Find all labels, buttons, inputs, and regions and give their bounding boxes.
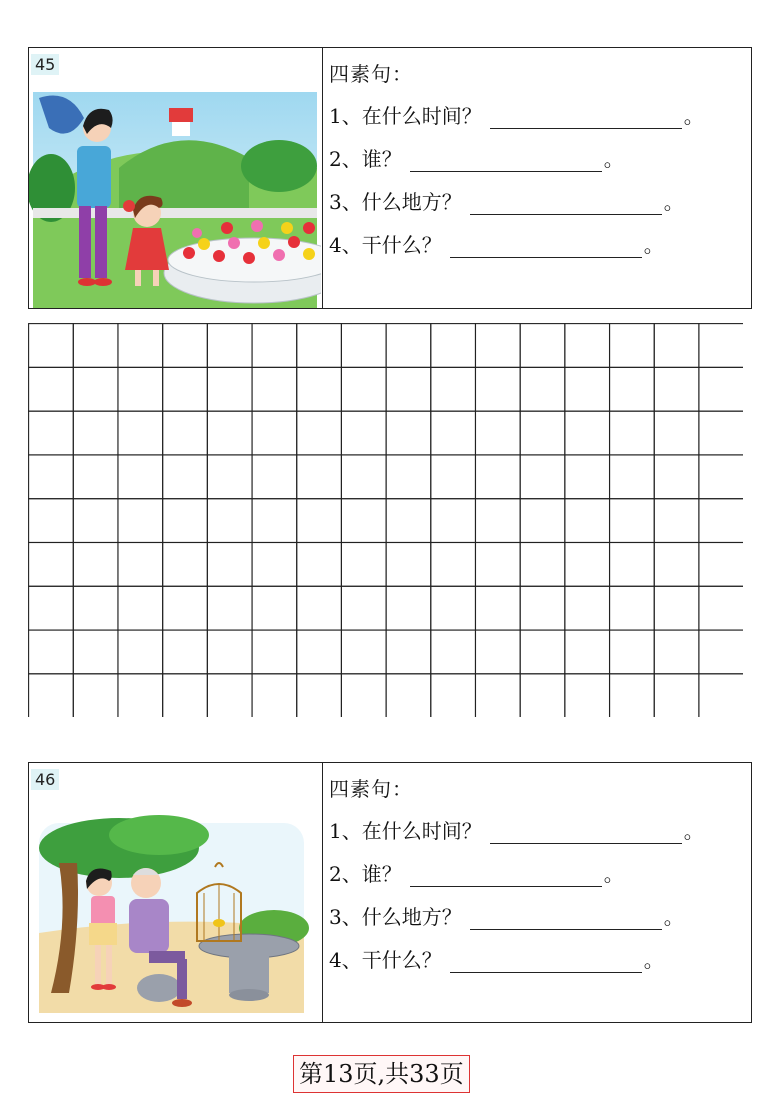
grid-cell[interactable] <box>207 674 252 717</box>
park-scene-image <box>29 48 321 308</box>
grid-cell[interactable] <box>73 324 118 368</box>
grid-cell[interactable] <box>207 542 252 586</box>
grid-cell[interactable] <box>297 586 342 630</box>
section-title: 四素句： <box>329 62 413 86</box>
grid-cell[interactable] <box>654 630 699 674</box>
grid-cell[interactable] <box>207 630 252 674</box>
grid-cell[interactable] <box>297 499 342 543</box>
grid-cell[interactable] <box>386 630 431 674</box>
grid-cell[interactable] <box>341 586 386 630</box>
grid-cell[interactable] <box>341 499 386 543</box>
grid-cell[interactable] <box>29 367 74 411</box>
grid-cell[interactable] <box>341 455 386 499</box>
grid-cell[interactable] <box>610 630 655 674</box>
grid-cell[interactable] <box>207 367 252 411</box>
illustration-girl-grandpa-birdcage <box>29 763 323 1022</box>
grid-cell[interactable] <box>252 542 297 586</box>
grid-cell[interactable] <box>252 411 297 455</box>
grid-cell[interactable] <box>565 586 610 630</box>
illustration-mother-girl-flowers <box>29 48 323 308</box>
grid-cell[interactable] <box>520 630 565 674</box>
grid-cell[interactable] <box>73 411 118 455</box>
grid-cell[interactable] <box>654 411 699 455</box>
grid-cell[interactable] <box>29 499 74 543</box>
grid-cell[interactable] <box>73 586 118 630</box>
answer-blank[interactable] <box>470 194 662 215</box>
grid-cell[interactable] <box>654 367 699 411</box>
grid-cell[interactable] <box>252 674 297 717</box>
exercise-card-45 <box>28 47 752 309</box>
grid-cell[interactable] <box>386 411 431 455</box>
grid-cell[interactable] <box>386 455 431 499</box>
grid-cell[interactable] <box>699 630 743 674</box>
grid-cell[interactable] <box>29 630 74 674</box>
grid-cell[interactable] <box>431 411 476 455</box>
grid-cell[interactable] <box>118 324 163 368</box>
grid-cell[interactable] <box>252 367 297 411</box>
question-time: 1、在什么时间？ 。 <box>329 815 704 844</box>
grid-cell[interactable] <box>297 455 342 499</box>
grid-cell[interactable] <box>386 499 431 543</box>
grid-cell[interactable] <box>163 367 208 411</box>
grid-cell[interactable] <box>341 542 386 586</box>
grid-cell[interactable] <box>520 586 565 630</box>
grid-cell[interactable] <box>475 324 520 368</box>
grid-cell[interactable] <box>654 674 699 717</box>
grid-cell[interactable] <box>118 367 163 411</box>
grid-cell[interactable] <box>699 586 743 630</box>
grid-cell[interactable] <box>431 630 476 674</box>
grid-cell[interactable] <box>73 542 118 586</box>
grid-cell[interactable] <box>118 455 163 499</box>
grid-cell[interactable] <box>163 630 208 674</box>
grid-cell[interactable] <box>118 630 163 674</box>
question-label: 2、谁？ <box>329 862 402 886</box>
grid-cell[interactable] <box>699 455 743 499</box>
grid-cell[interactable] <box>163 542 208 586</box>
grid-cell[interactable] <box>520 411 565 455</box>
grid-cell[interactable] <box>341 367 386 411</box>
answer-blank[interactable] <box>490 108 682 129</box>
question-panel <box>329 763 751 1022</box>
grid-cell[interactable] <box>386 367 431 411</box>
grid-cell[interactable] <box>341 411 386 455</box>
grid-cell[interactable] <box>29 586 74 630</box>
grid-cell[interactable] <box>118 542 163 586</box>
grid-cell[interactable] <box>475 586 520 630</box>
grid-cell[interactable] <box>610 674 655 717</box>
grid-cell[interactable] <box>565 499 610 543</box>
grid-cell[interactable] <box>341 324 386 368</box>
grid-cell[interactable] <box>520 324 565 368</box>
question-panel <box>329 48 751 308</box>
question-time: 1、在什么时间？ 。 <box>329 100 704 129</box>
grid-cell[interactable] <box>475 674 520 717</box>
grid-cell[interactable] <box>207 455 252 499</box>
answer-blank[interactable] <box>410 866 602 887</box>
grid-cell[interactable] <box>610 455 655 499</box>
grid-cell[interactable] <box>29 674 74 717</box>
grid-cell[interactable] <box>73 455 118 499</box>
grid-cell[interactable] <box>654 455 699 499</box>
grid-cell[interactable] <box>297 367 342 411</box>
grid-cell[interactable] <box>699 324 743 368</box>
question-who: 2、谁？ 。 <box>329 143 624 172</box>
question-place: 3、什么地方？ 。 <box>329 186 684 215</box>
grid-cell[interactable] <box>207 411 252 455</box>
grid-cell[interactable] <box>431 586 476 630</box>
grid-cell[interactable] <box>252 499 297 543</box>
grid-cell[interactable] <box>29 542 74 586</box>
grid-cell[interactable] <box>699 674 743 717</box>
grid-cell[interactable] <box>73 674 118 717</box>
question-who: 2、谁？ 。 <box>329 858 624 887</box>
grid-cell[interactable] <box>252 455 297 499</box>
exercise-number: 45 <box>31 54 59 75</box>
grid-cell[interactable] <box>565 411 610 455</box>
grid-cell[interactable] <box>565 674 610 717</box>
grid-cell[interactable] <box>610 367 655 411</box>
question-label: 4、干什么？ <box>329 233 442 257</box>
grid-cell[interactable] <box>163 324 208 368</box>
answer-blank[interactable] <box>450 237 642 258</box>
grid-cell[interactable] <box>341 674 386 717</box>
grid-cell[interactable] <box>565 455 610 499</box>
writing-grid[interactable] <box>28 323 743 717</box>
yard-scene-image <box>29 763 321 1022</box>
grid-cell[interactable] <box>297 542 342 586</box>
grid-cell[interactable] <box>475 455 520 499</box>
section-title: 四素句： <box>329 777 413 801</box>
grid-cell[interactable] <box>29 324 74 368</box>
grid-cell[interactable] <box>341 630 386 674</box>
grid-cell[interactable] <box>475 542 520 586</box>
grid-cell[interactable] <box>297 411 342 455</box>
question-action: 4、干什么？ 。 <box>329 944 664 973</box>
grid-cell[interactable] <box>699 367 743 411</box>
grid-cell[interactable] <box>475 367 520 411</box>
grid-cell[interactable] <box>297 630 342 674</box>
grid-cell[interactable] <box>431 674 476 717</box>
grid-cell[interactable] <box>565 324 610 368</box>
grid-cell[interactable] <box>520 674 565 717</box>
grid-cell[interactable] <box>610 542 655 586</box>
answer-blank[interactable] <box>450 952 642 973</box>
grid-cell[interactable] <box>431 455 476 499</box>
grid-cell[interactable] <box>654 324 699 368</box>
grid-cell[interactable] <box>475 411 520 455</box>
grid-cell[interactable] <box>163 455 208 499</box>
question-label: 1、在什么时间？ <box>329 819 482 843</box>
grid-cell[interactable] <box>118 411 163 455</box>
grid-cell[interactable] <box>29 455 74 499</box>
grid-cell[interactable] <box>118 499 163 543</box>
question-action: 4、干什么？ 。 <box>329 229 664 258</box>
grid-cell[interactable] <box>118 586 163 630</box>
grid-cell[interactable] <box>386 586 431 630</box>
question-label: 3、什么地方？ <box>329 190 462 214</box>
grid-cell[interactable] <box>386 674 431 717</box>
answer-blank[interactable] <box>470 909 662 930</box>
grid-cell[interactable] <box>610 324 655 368</box>
grid-cell[interactable] <box>699 542 743 586</box>
grid-cell[interactable] <box>431 367 476 411</box>
grid-cell[interactable] <box>118 674 163 717</box>
grid-cell[interactable] <box>520 499 565 543</box>
exercise-card-46 <box>28 762 752 1023</box>
grid-cell[interactable] <box>610 586 655 630</box>
grid-cell[interactable] <box>475 630 520 674</box>
answer-blank[interactable] <box>410 151 602 172</box>
grid-cell[interactable] <box>431 324 476 368</box>
grid-cell[interactable] <box>73 367 118 411</box>
grid-cell[interactable] <box>163 586 208 630</box>
grid-cell[interactable] <box>565 542 610 586</box>
grid-cell[interactable] <box>475 499 520 543</box>
grid-cell[interactable] <box>297 674 342 717</box>
grid-cell[interactable] <box>520 542 565 586</box>
grid-cell[interactable] <box>252 324 297 368</box>
grid-cell[interactable] <box>610 411 655 455</box>
question-label: 3、什么地方？ <box>329 905 462 929</box>
grid-cell[interactable] <box>565 630 610 674</box>
grid-cell[interactable] <box>252 630 297 674</box>
answer-blank[interactable] <box>490 823 682 844</box>
question-label: 4、干什么？ <box>329 948 442 972</box>
grid-cell[interactable] <box>520 455 565 499</box>
grid-cell[interactable] <box>699 499 743 543</box>
grid-cell[interactable] <box>73 499 118 543</box>
grid-cell[interactable] <box>163 674 208 717</box>
grid-cell[interactable] <box>386 324 431 368</box>
grid-cell[interactable] <box>252 586 297 630</box>
grid-cell[interactable] <box>610 499 655 543</box>
grid-cell[interactable] <box>431 542 476 586</box>
grid-cell[interactable] <box>207 499 252 543</box>
grid-cell[interactable] <box>297 324 342 368</box>
grid-cell[interactable] <box>207 324 252 368</box>
grid-cell[interactable] <box>699 411 743 455</box>
grid-cell[interactable] <box>520 367 565 411</box>
page-number: 第13页,共33页 <box>293 1055 470 1093</box>
grid-cell[interactable] <box>163 499 208 543</box>
question-label: 1、在什么时间？ <box>329 104 482 128</box>
question-place: 3、什么地方？ 。 <box>329 901 684 930</box>
grid-cell[interactable] <box>73 630 118 674</box>
grid-cell[interactable] <box>386 542 431 586</box>
grid-cell[interactable] <box>565 367 610 411</box>
exercise-number: 46 <box>31 769 59 790</box>
grid-cell[interactable] <box>207 586 252 630</box>
grid-cell[interactable] <box>654 586 699 630</box>
grid-cell[interactable] <box>29 411 74 455</box>
grid-cell[interactable] <box>163 411 208 455</box>
grid-cell[interactable] <box>431 499 476 543</box>
grid-cell[interactable] <box>654 542 699 586</box>
grid-cell[interactable] <box>654 499 699 543</box>
question-label: 2、谁？ <box>329 147 402 171</box>
